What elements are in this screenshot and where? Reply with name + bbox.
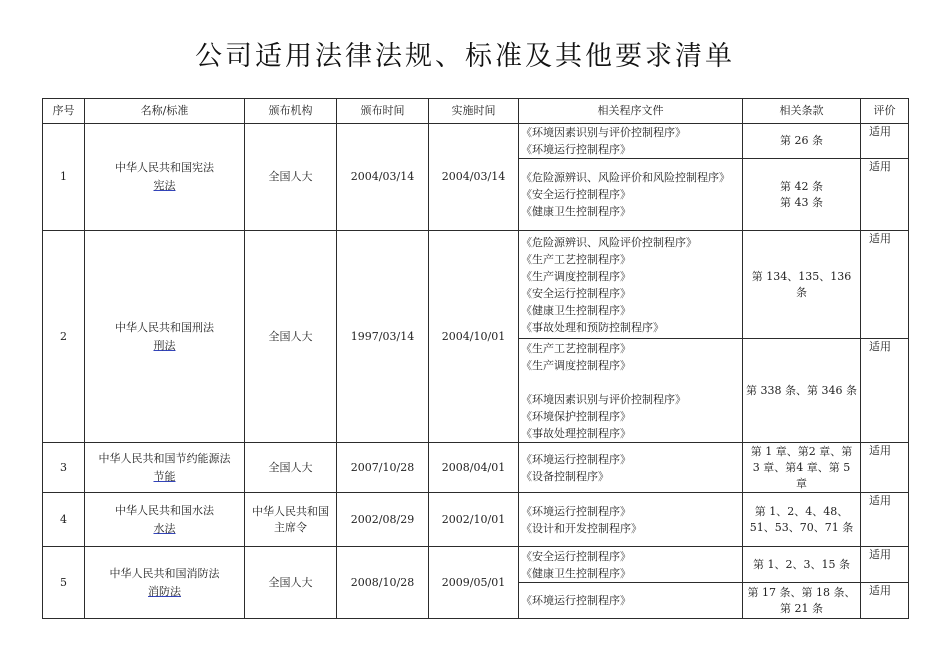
law-full-name: 中华人民共和国宪法 [115, 161, 214, 174]
header-cell: 相关程序文件 [519, 99, 743, 124]
procedure-doc: 《环境运行控制程序》 [521, 594, 631, 607]
issuer-cell: 中华人民共和国主席令 [245, 493, 337, 547]
regulations-table [42, 98, 909, 619]
table-row [43, 493, 909, 547]
clauses-cell: 第 1、2、3、15 条 [743, 547, 861, 583]
procedure-doc: 《环境因素识别与评价控制程序》 [521, 392, 686, 406]
procedure-doc: 《环境运行控制程序》 [521, 452, 631, 466]
procedure-doc: 《安全运行控制程序》 [521, 286, 631, 300]
effective-date-cell: 2008/04/01 [429, 443, 519, 493]
row-number: 4 [43, 493, 85, 547]
issue-date-cell: 2004/03/14 [337, 124, 429, 231]
issue-date-cell: 2007/10/28 [337, 443, 429, 493]
related-docs-cell [519, 231, 743, 339]
header-cell: 相关条款 [743, 99, 861, 124]
procedure-doc [521, 374, 740, 391]
law-full-name: 中华人民共和国节约能源法 [98, 451, 231, 465]
related-docs-cell [519, 583, 743, 619]
procedure-doc: 《健康卫生控制程序》 [521, 566, 631, 580]
procedure-doc: 《生产工艺控制程序》 [521, 341, 631, 355]
header-cell: 名称/标准 [85, 99, 245, 124]
clauses-cell: 第 17 条、第 18 条、第 21 条 [743, 583, 861, 619]
issuer-cell: 全国人大 [245, 547, 337, 619]
row-number: 3 [43, 443, 85, 493]
law-short-wrap [88, 583, 241, 601]
procedure-doc: 《危险源辨识、风险评价控制程序》 [521, 235, 697, 249]
header-cell: 评价 [861, 99, 909, 124]
law-short-name: 消防法 [148, 584, 181, 598]
procedure-doc: 《生产工艺控制程序》 [521, 252, 631, 266]
related-docs-cell [519, 159, 743, 231]
effective-date-cell: 2002/10/01 [429, 493, 519, 547]
procedure-doc: 《生产调度控制程序》 [521, 269, 631, 283]
law-name-cell [85, 231, 245, 443]
clauses-cell: 第 1 章、第2 章、第 3 章、第4 章、第 5 章 [743, 443, 861, 493]
issuer-cell: 全国人大 [245, 231, 337, 443]
evaluation-cell: 适用 [861, 159, 909, 231]
law-full-name: 中华人民共和国刑法 [115, 320, 214, 334]
procedure-doc: 《健康卫生控制程序》 [521, 303, 631, 317]
related-docs-cell [519, 493, 743, 547]
evaluation-cell: 适用 [861, 124, 909, 159]
procedure-doc: 《安全运行控制程序》 [521, 549, 631, 563]
law-name-cell [85, 493, 245, 547]
law-short-wrap [88, 337, 241, 355]
header-cell: 颁布机构 [245, 99, 337, 124]
law-name-cell [85, 124, 245, 231]
law-short-wrap [88, 468, 241, 486]
evaluation-cell: 适用 [861, 547, 909, 583]
evaluation-cell: 适用 [861, 583, 909, 619]
page-title: 公司适用法律法规、标准及其他要求清单 [195, 41, 735, 72]
issuer-cell: 全国人大 [245, 124, 337, 231]
evaluation-cell: 适用 [861, 339, 909, 443]
header-cell: 实施时间 [429, 99, 519, 124]
procedure-doc: 《事故处理和预防控制程序》 [521, 320, 664, 334]
effective-date-cell: 2004/10/01 [429, 231, 519, 443]
procedure-doc: 《事故处理控制程序》 [521, 426, 631, 440]
table-row [43, 443, 909, 493]
procedure-doc: 《环境因素识别与评价控制程序》 [521, 126, 686, 139]
law-short-wrap [88, 520, 241, 538]
law-short-wrap [88, 177, 241, 195]
procedure-doc: 《生产调度控制程序》 [521, 358, 631, 372]
row-number: 1 [43, 124, 85, 231]
procedure-doc: 《安全运行控制程序》 [521, 188, 631, 201]
law-name-cell [85, 547, 245, 619]
table-header-row [43, 99, 909, 124]
row-number: 2 [43, 231, 85, 443]
procedure-doc: 《设计和开发控制程序》 [521, 521, 642, 535]
law-short-name: 节能 [153, 469, 176, 483]
issue-date-cell: 2008/10/28 [337, 547, 429, 619]
table-row [43, 547, 909, 583]
clauses-cell: 第 1、2、4、48、51、53、70、71 条 [743, 493, 861, 547]
related-docs-cell [519, 547, 743, 583]
issuer-cell: 全国人大 [245, 443, 337, 493]
effective-date-cell: 2009/05/01 [429, 547, 519, 619]
evaluation-cell: 适用 [861, 443, 909, 493]
procedure-doc: 《设备控制程序》 [521, 469, 609, 483]
effective-date-cell: 2004/03/14 [429, 124, 519, 231]
related-docs-cell [519, 124, 743, 159]
procedure-doc: 《环境保护控制程序》 [521, 409, 631, 423]
law-short-name: 水法 [153, 521, 176, 535]
law-full-name: 中华人民共和国消防法 [109, 566, 220, 580]
procedure-doc: 《环境运行控制程序》 [521, 504, 631, 518]
table-row [43, 124, 909, 159]
procedure-doc: 《健康卫生控制程序》 [521, 205, 631, 218]
table-row [43, 231, 909, 339]
header-cell: 颁布时间 [337, 99, 429, 124]
procedure-doc: 《危险源辨识、风险评价和风险控制程序》 [521, 171, 730, 184]
clauses-cell: 第 134、135、136 条 [743, 231, 861, 339]
header-cell: 序号 [43, 99, 85, 124]
issue-date-cell: 1997/03/14 [337, 231, 429, 443]
related-docs-cell [519, 339, 743, 443]
evaluation-cell: 适用 [861, 493, 909, 547]
law-short-name: 宪法 [153, 179, 176, 192]
law-short-name: 刑法 [153, 338, 176, 352]
clauses-cell: 第 338 条、第 346 条 [743, 339, 861, 443]
clauses-cell: 第 42 条 第 43 条 [743, 159, 861, 231]
issue-date-cell: 2002/08/29 [337, 493, 429, 547]
evaluation-cell: 适用 [861, 231, 909, 339]
law-name-cell [85, 443, 245, 493]
related-docs-cell [519, 443, 743, 493]
table-body [43, 124, 909, 619]
procedure-doc: 《环境运行控制程序》 [521, 143, 631, 156]
row-number: 5 [43, 547, 85, 619]
law-full-name: 中华人民共和国水法 [115, 503, 214, 517]
clauses-cell: 第 26 条 [743, 124, 861, 159]
